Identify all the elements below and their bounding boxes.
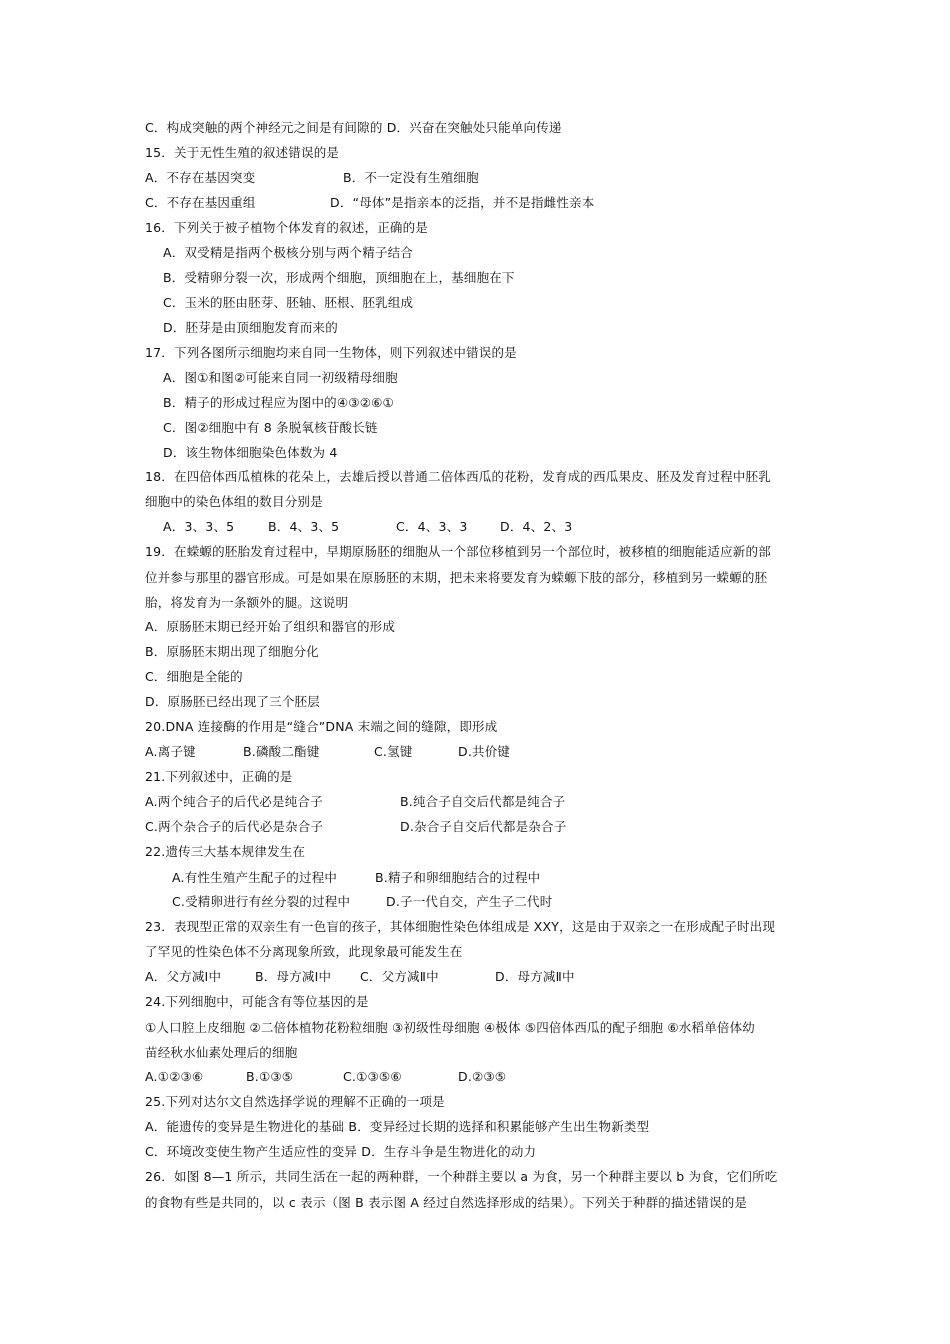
q18-option-b: B．4、3、5 bbox=[268, 519, 340, 534]
q19-option-d: D．原肠胚已经出现了三个胚层 bbox=[145, 694, 320, 709]
q15-stem: 15．关于无性生殖的叙述错误的是 bbox=[145, 145, 340, 160]
q21-option-b: B.纯合子自交后代都是纯合子 bbox=[400, 794, 566, 809]
q24-stem: 24.下列细胞中，可能含有等位基因的是 bbox=[145, 994, 369, 1009]
q22-option-d: D.子一代自交，产生子二代时 bbox=[386, 894, 553, 909]
q26-stem-line2: 的食物有些是共同的，以 c 表示（图 B 表示图 A 经过自然选择形成的结果）。下列关于种群的描述错误的是 bbox=[145, 1195, 748, 1210]
q20-option-a: A.离子键 bbox=[145, 744, 196, 759]
q19-stem-line3: 胎，将发育为一条额外的腿。这说明 bbox=[145, 595, 349, 610]
q21-option-a: A.两个纯合子的后代必是纯合子 bbox=[145, 794, 323, 809]
q18-stem-line1: 18．在四倍体西瓜植株的花朵上，去雄后授以普通二倍体西瓜的花粉，发育成的西瓜果皮、胚及发育过程中胚乳 bbox=[145, 469, 771, 484]
q23-option-c: C．父方减Ⅱ中 bbox=[360, 969, 439, 984]
q16-option-b: B．受精卵分裂一次，形成两个细胞，顶细胞在上，基细胞在下 bbox=[163, 270, 515, 285]
q23-option-a: A．父方减Ⅰ中 bbox=[145, 969, 222, 984]
q18-stem-line2: 细胞中的染色体组的数目分别是 bbox=[145, 494, 323, 509]
q16-option-c: C．玉米的胚由胚芽、胚轴、胚根、胚乳组成 bbox=[163, 295, 414, 310]
q22-stem: 22.遗传三大基本规律发生在 bbox=[145, 844, 306, 859]
q24-option-b: B.①③⑤ bbox=[246, 1069, 294, 1084]
q20-option-c: C.氢键 bbox=[374, 744, 413, 759]
q15-option-d: D．“母体”是指亲本的泛指，并不是指雌性亲本 bbox=[330, 195, 595, 210]
q19-option-a: A．原肠胚末期已经开始了组织和器官的形成 bbox=[145, 619, 396, 634]
q20-option-b: B.磷酸二酯键 bbox=[243, 744, 320, 759]
q23-option-b: B．母方减Ⅰ中 bbox=[255, 969, 332, 984]
q20-stem: 20.DNA 连接酶的作用是“缝合”DNA 末端之间的缝隙，即形成 bbox=[145, 719, 498, 734]
q24-option-c: C.①③⑤⑥ bbox=[343, 1069, 402, 1084]
q23-stem-line1: 23．表现型正常的双亲生有一色盲的孩子，其体细胞性染色体组成是 XXY，这是由于双亲之一在形成配子时出现 bbox=[145, 919, 776, 934]
q16-option-d: D．胚芽是由顶细胞发育而来的 bbox=[163, 320, 338, 335]
q26-stem-line1: 26．如图 8—1 所示，共同生活在一起的两种群，一个种群主要以 a 为食，另一个种群主要以 b 为食，它们所吃 bbox=[145, 1169, 778, 1184]
q24-list-line1: ①人口腔上皮细胞 ②二倍体植物花粉粒细胞 ③初级性母细胞 ④极体 ⑤四倍体西瓜的配子细胞 ⑥水稻单倍体幼 bbox=[145, 1020, 756, 1035]
q19-option-b: B．原肠胚末期出现了细胞分化 bbox=[145, 644, 319, 659]
q15-option-a: A．不存在基因突变 bbox=[145, 170, 256, 185]
q17-option-c: C．图②细胞中有 8 条脱氧核苷酸长链 bbox=[163, 420, 378, 435]
q18-option-c: C．4、3、3 bbox=[396, 519, 468, 534]
q14-option-cd: C．构成突触的两个神经元之间是有间隙的 D．兴奋在突触处只能单向传递 bbox=[145, 120, 562, 135]
q17-option-d: D．该生物体细胞染色体数为 4 bbox=[163, 445, 338, 460]
q25-options-ab: A．能遗传的变异是生物进化的基础 B．变异经过长期的选择和积累能够产生出生物新类型 bbox=[145, 1119, 650, 1134]
q21-stem: 21.下列叙述中，正确的是 bbox=[145, 769, 293, 784]
q22-option-c: C.受精卵进行有丝分裂的过程中 bbox=[172, 894, 351, 909]
q24-option-d: D.②③⑤ bbox=[458, 1069, 507, 1084]
q17-stem: 17．下列各图所示细胞均来自同一生物体，则下列叙述中错误的是 bbox=[145, 345, 517, 360]
q19-stem-line2: 位并参与那里的器官形成。可是如果在原肠胚的末期，把未来将要发育为蝾螈下肢的部分，移植到另一蝾螈的胚 bbox=[145, 570, 768, 585]
q19-stem-line1: 19．在蝾螈的胚胎发育过程中，早期原肠胚的细胞从一个部位移植到另一个部位时，被移植的细胞能适应新的部 bbox=[145, 544, 771, 559]
q15-option-b: B．不一定没有生殖细胞 bbox=[343, 170, 479, 185]
q19-option-c: C．细胞是全能的 bbox=[145, 669, 243, 684]
q16-option-a: A．双受精是指两个极核分别与两个精子结合 bbox=[163, 245, 414, 260]
q24-list-line2: 苗经秋水仙素处理后的细胞 bbox=[145, 1045, 298, 1060]
q17-option-b: B．精子的形成过程应为图中的④③②⑥① bbox=[163, 395, 394, 410]
q21-option-d: D.杂合子自交后代都是杂合子 bbox=[400, 819, 567, 834]
q24-option-a: A.①②③⑥ bbox=[145, 1069, 204, 1084]
q22-option-b: B.精子和卵细胞结合的过程中 bbox=[375, 870, 541, 885]
q20-option-d: D.共价键 bbox=[458, 744, 511, 759]
q25-options-cd: C．环境改变使生物产生适应性的变异 D．生存斗争是生物进化的动力 bbox=[145, 1144, 537, 1159]
q17-option-a: A．图①和图②可能来自同一初级精母细胞 bbox=[163, 370, 398, 385]
q25-stem: 25.下列对达尔文自然选择学说的理解不正确的一项是 bbox=[145, 1094, 445, 1109]
q15-option-c: C．不存在基因重组 bbox=[145, 195, 256, 210]
q21-option-c: C.两个杂合子的后代必是杂合子 bbox=[145, 819, 324, 834]
q22-option-a: A.有性生殖产生配子的过程中 bbox=[172, 870, 338, 885]
q23-stem-line2: 了罕见的性染色体不分离现象所致，此现象最可能发生在 bbox=[145, 944, 463, 959]
q23-option-d: D．母方减Ⅱ中 bbox=[495, 969, 575, 984]
q18-option-a: A．3、3、5 bbox=[163, 519, 235, 534]
q16-stem: 16．下列关于被子植物个体发育的叙述，正确的是 bbox=[145, 220, 429, 235]
q18-option-d: D．4、2、3 bbox=[500, 519, 573, 534]
